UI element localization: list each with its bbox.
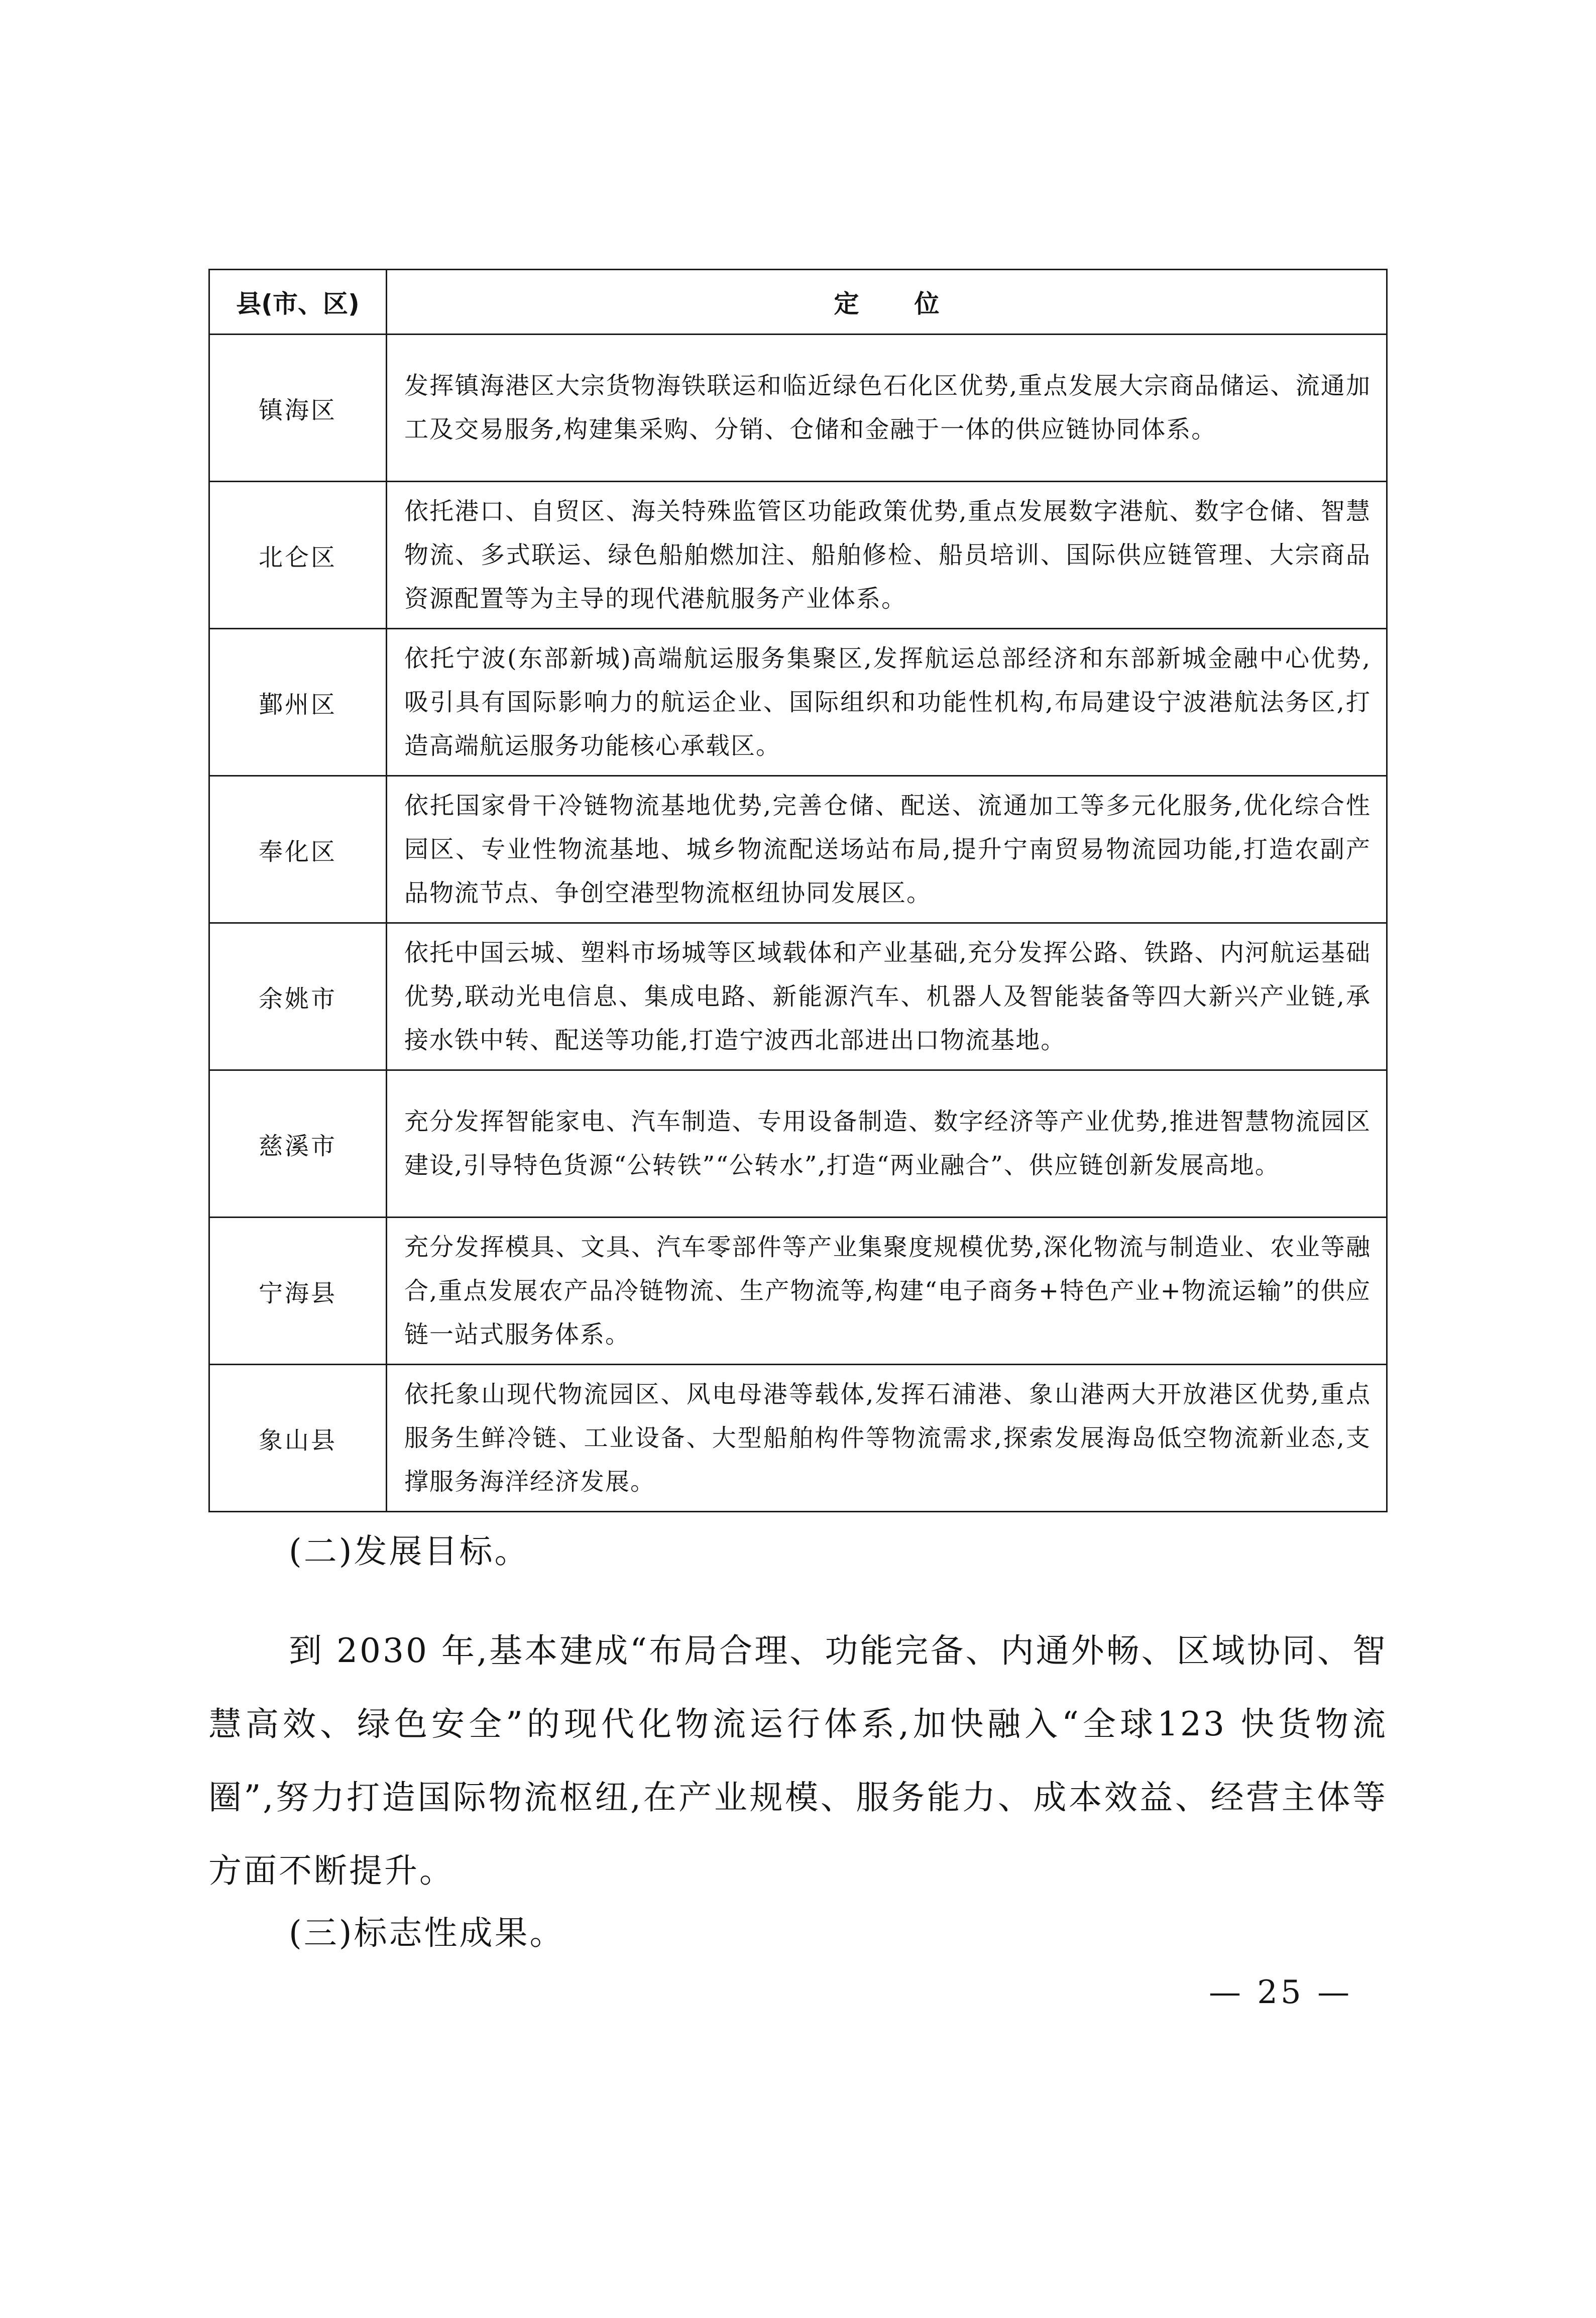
table-row <box>209 923 1387 1070</box>
positioning-cell: 发挥镇海港区大宗货物海铁联运和临近绿色石化区优势,重点发展大宗商品储运、流通加工及交易服务,构建集采购、分销、仓储和金融于一体的供应链协同体系。 <box>387 335 1387 482</box>
positioning-cell: 充分发挥模具、文具、汽车零部件等产业集聚度规模优势,深化物流与制造业、农业等融合,重点发展农产品冷链物流、生产物流等,构建“电子商务+特色产业+物流运输”的供应链一站式服务体系。 <box>387 1218 1387 1365</box>
county-cell: 镇海区 <box>209 335 387 482</box>
section-heading-development-goals: (二)发展目标。 <box>289 1532 530 1571</box>
table-row <box>209 335 1387 482</box>
header-county: 县(市、区) <box>209 270 387 335</box>
county-cell: 象山县 <box>209 1365 387 1512</box>
county-positioning-table-container <box>208 269 1388 1512</box>
page-number: — 25 — <box>1208 1974 1353 2011</box>
county-cell: 慈溪市 <box>209 1070 387 1218</box>
table-row <box>209 629 1387 776</box>
positioning-cell: 充分发挥智能家电、汽车制造、专用设备制造、数字经济等产业优势,推进智慧物流园区建设,引导特色货源“公转铁”“公转水”,打造“两业融合”、供应链创新发展高地。 <box>387 1070 1387 1218</box>
county-cell: 余姚市 <box>209 923 387 1070</box>
positioning-cell: 依托国家骨干冷链物流基地优势,完善仓储、配送、流通加工等多元化服务,优化综合性园区、专业性物流基地、城乡物流配送场站布局,提升宁南贸易物流园功能,打造农副产品物流节点、争创空港型物流枢纽协同发展区。 <box>387 776 1387 923</box>
development-goals-paragraph: 到 2030 年,基本建成“布局合理、功能完备、内通外畅、区域协同、智慧高效、绿色安全”的现代化物流运行体系,加快融入“全球123 快货物流圈”,努力打造国际物流枢纽,在产业规模、服务能力、成本效益、经营主体等方面不断提升。 <box>208 1631 1388 1890</box>
county-cell: 奉化区 <box>209 776 387 923</box>
positioning-cell: 依托港口、自贸区、海关特殊监管区功能政策优势,重点发展数字港航、数字仓储、智慧物流、多式联运、绿色船舶燃加注、船舶修检、船员培训、国际供应链管理、大宗商品资源配置等为主导的现代港航服务产业体系。 <box>387 482 1387 629</box>
county-positioning-table <box>208 269 1388 1512</box>
table-row <box>209 1218 1387 1365</box>
table-row <box>209 1365 1387 1512</box>
header-positioning: 定位 <box>387 270 1387 335</box>
table-row <box>209 776 1387 923</box>
positioning-cell: 依托中国云城、塑料市场城等区域载体和产业基础,充分发挥公路、铁路、内河航运基础优势,联动光电信息、集成电路、新能源汽车、机器人及智能装备等四大新兴产业链,承接水铁中转、配送等功能,打造宁波西北部进出口物流基地。 <box>387 923 1387 1070</box>
county-cell: 北仑区 <box>209 482 387 629</box>
section-heading-landmark-results: (三)标志性成果。 <box>289 1914 565 1952</box>
positioning-cell: 依托宁波(东部新城)高端航运服务集聚区,发挥航运总部经济和东部新城金融中心优势,吸引具有国际影响力的航运企业、国际组织和功能性机构,布局建设宁波港航法务区,打造高端航运服务功能核心承载区。 <box>387 629 1387 776</box>
table-row <box>209 1070 1387 1218</box>
county-cell: 宁海县 <box>209 1218 387 1365</box>
table-header-row <box>209 270 1387 335</box>
county-cell: 鄞州区 <box>209 629 387 776</box>
table-row <box>209 482 1387 629</box>
positioning-cell: 依托象山现代物流园区、风电母港等载体,发挥石浦港、象山港两大开放港区优势,重点服务生鲜冷链、工业设备、大型船舶构件等物流需求,探索发展海岛低空物流新业态,支撑服务海洋经济发展。 <box>387 1365 1387 1512</box>
